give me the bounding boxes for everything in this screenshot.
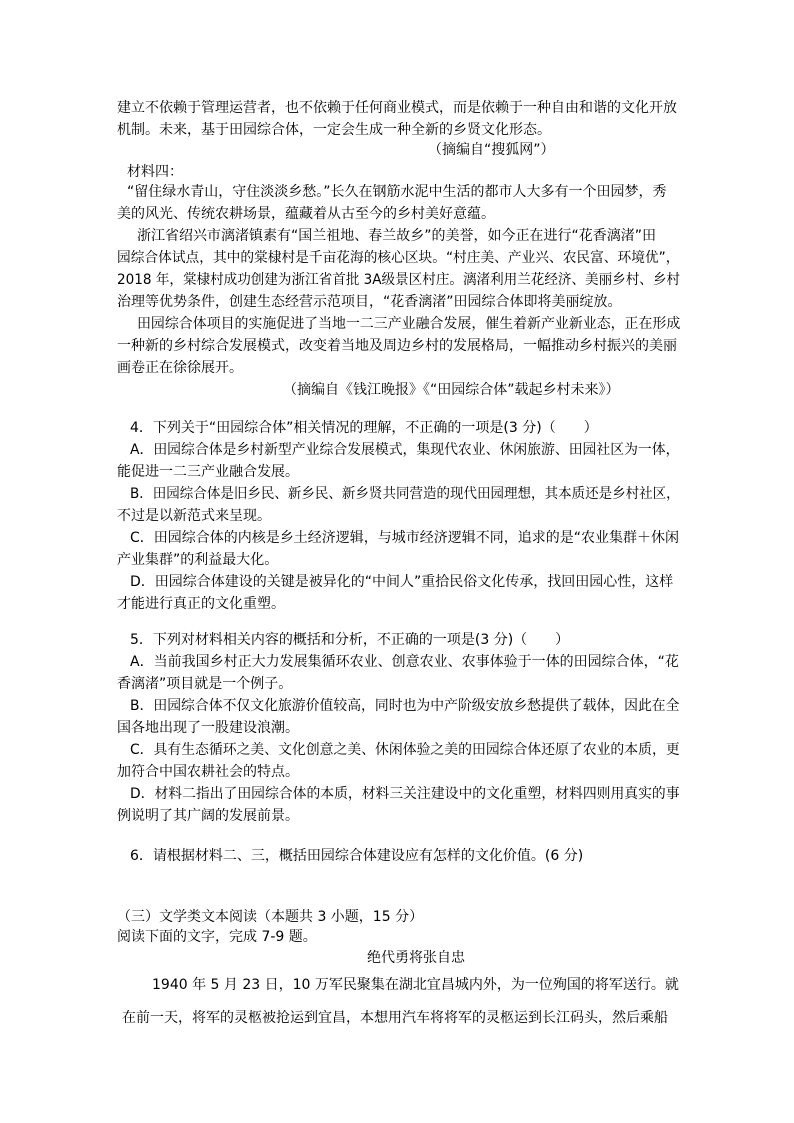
question-5-stem: 5．下列对材料相关内容的概括和分析，不正确的一项是(3 分)（ ） bbox=[130, 632, 570, 648]
material4-text-line: 园综合体试点，其中的棠棣村是千亩花海的核心区块。“村庄美、产业兴、农民富、环境优”， bbox=[117, 250, 680, 266]
material4-text-line: 一种新的乡村综合发展模式，改变着当地及周边乡村的发展格局，一幅推动乡村振兴的美丽 bbox=[117, 338, 677, 354]
material3-text-line: 建立不依赖于管理运营者，也不依赖于任何商业模式，而是依赖于一种自由和谐的文化开放 bbox=[117, 100, 677, 116]
question-4-option-d-cont: 才能进行真正的文化重塑。 bbox=[117, 596, 285, 612]
story-text-line: 在前一天，将军的灵柩被抢运到宜昌，本想用汽车将将军的灵柩运到长江码头，然后乘船 bbox=[122, 1010, 668, 1026]
material4-text-line: 田园综合体项目的实施促进了当地一二三产业融合发展，催生着新产业新业态，正在形成 bbox=[137, 316, 681, 332]
question-5-option-c-cont: 加符合中国农耕社会的特点。 bbox=[117, 764, 299, 780]
question-5-option-a: A．当前我国乡村正大力发展集循环农业、创意农业、农事体验于一体的田园综合体，“花 bbox=[130, 654, 679, 670]
question-5-option-c: C．具有生态循环之美、文化创意之美、休闲体验之美的田园综合体还原了农业的本质，更 bbox=[130, 742, 680, 758]
question-4-option-c-cont: 产业集群”的利益最大化。 bbox=[117, 552, 279, 568]
material4-source: （摘编自《钱江晚报》《“田园综合体”载起乡村未来》） bbox=[283, 382, 620, 398]
material4-text-line: 2018 年，棠棣村成功创建为浙江省首批 3A级景区村庄。漓渚利用兰花经济、美丽乡村、乡村 bbox=[117, 272, 681, 288]
section-3-instruction: 阅读下面的文字，完成 7-9 题。 bbox=[117, 929, 317, 945]
section-3-heading: （三）文学类文本阅读（本题共 3 小题，15 分） bbox=[117, 909, 424, 925]
material4-text-line: 浙江省绍兴市漓渚镇素有“国兰祖地、春兰故乡”的美誉，如今正在进行“花香漓渚”田 bbox=[137, 228, 657, 244]
story-title: 绝代勇将张自忠 bbox=[367, 950, 465, 966]
question-4-option-b: B．田园综合体是旧乡民、新乡民、新乡贤共同营造的现代田园理想，其本质还是乡村社区， bbox=[130, 486, 680, 502]
material3-source: （摘编自“搜狐网”） bbox=[428, 142, 555, 158]
material4-text-line: 美的风光、传统农耕场景，蕴藏着从古至今的乡村美好意蕴。 bbox=[117, 206, 495, 222]
question-4-option-a: A．田园综合体是乡村新型产业综合发展模式，集现代农业、休闲旅游、田园社区为一体， bbox=[130, 442, 680, 458]
material4-text-line: “留住绿水青山，守住淡淡乡愁。”长久在钢筋水泥中生活的都市人大多有一个田园梦，秀 bbox=[127, 184, 667, 200]
question-5-option-d: D．材料二指出了田园综合体的本质，材料三关注建设中的文化重塑，材料四则用真实的事 bbox=[130, 786, 680, 802]
material3-text-line: 机制。未来，基于田园综合体，一定会生成一种全新的乡贤文化形态。 bbox=[117, 122, 551, 138]
question-4-option-c: C．田园综合体的内核是乡土经济逻辑，与城市经济逻辑不同，追求的是“农业集群＋休闲 bbox=[130, 530, 680, 546]
question-4-option-d: D．田园综合体建设的关键是被异化的“中间人”重拾民俗文化传承，找回田园心性，这样 bbox=[130, 574, 674, 590]
question-4-option-a-cont: 能促进一二三产业融合发展。 bbox=[117, 464, 299, 480]
question-5-option-d-cont: 例说明了其广阔的发展前景。 bbox=[117, 808, 299, 824]
material4-heading: 材料四： bbox=[127, 164, 183, 180]
story-text-line: 1940 年 5 月 23 日，10 万军民聚集在湖北宜昌城内外，为一位殉国的将军送行。就 bbox=[152, 977, 679, 993]
question-6-stem: 6．请根据材料二、三，概括田园综合体建设应有怎样的文化价值。(6 分) bbox=[130, 848, 584, 864]
question-5-option-b-cont: 国各地出现了一股建设浪潮。 bbox=[117, 720, 299, 736]
question-4-stem: 4．下列关于“田园综合体”相关情况的理解，不正确的一项是(3 分)（ ） bbox=[130, 420, 598, 436]
question-5-option-a-cont: 香漓渚”项目就是一个例子。 bbox=[117, 676, 293, 692]
material4-text-line: 治理等优势条件，创建生态经营示范项目，“花香漓渚”田园综合体即将美丽绽放。 bbox=[117, 294, 622, 310]
question-5-option-b: B．田园综合体不仅文化旅游价值较高，同时也为中产阶级安放乡愁提供了载体，因此在全 bbox=[130, 698, 680, 714]
question-4-option-b-cont: 不过是以新范式来呈现。 bbox=[117, 508, 271, 524]
material4-text-line: 画卷正在徐徐展开。 bbox=[117, 360, 243, 376]
